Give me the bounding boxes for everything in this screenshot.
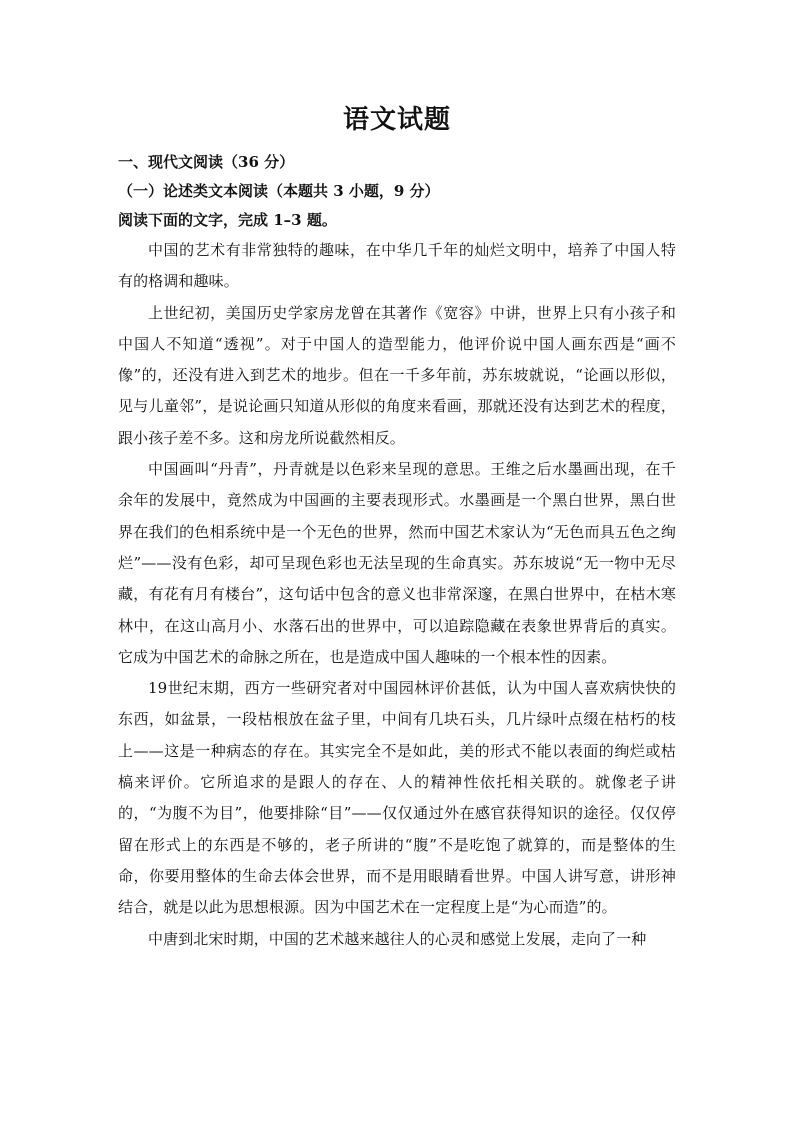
document-title: 语文试题 (342, 105, 451, 135)
passage-paragraph-1: 中国的艺术有非常独特的趣味，在中华几千年的灿烂文明中，培养了中国人特有的格调和趣味。 (118, 241, 676, 291)
section-heading: 一、现代文阅读（36 分） (118, 153, 295, 171)
subsection-heading: （一）论述类文本阅读（本题共 3 小题，9 分） (118, 182, 440, 200)
exam-page (118, 92, 676, 955)
reading-instruction: 阅读下面的文字，完成 1–3 题。 (118, 211, 337, 229)
passage-paragraph-3: 中国画叫“丹青”，丹青就是以色彩来呈现的意思。王维之后水墨画出现，在千余年的发展中，竟然成为中国画的主要表现形式。水墨画是一个黑白世界，黑白世界在我们的色相系统中是一个无色的世界，然而中国艺术家认为“无色而具五色之绚烂”——没有色彩，却可呈现色彩也无法呈现的生命真实。苏东坡说“无一物中无尽藏，有花有月有楼台”，这句话中包含的意义也非常深邃，在黑白世界中，在枯木寒林中，在这山高月小、水落石出的世界中，可以追踪隐藏在表象世界背后的真实。它成为中国艺术的命脉之所在，也是造成中国人趣味的一个根本性的因素。 (118, 460, 676, 666)
passage-paragraph-4: 19世纪末期，西方一些研究者对中国园林评价甚低，认为中国人喜欢病快快的东西，如盆景，一段枯根放在盆子里，中间有几块石头，几片绿叶点缀在枯朽的枝上——这是一种病态的存在。其实完全不是如此，美的形式不能以表面的绚烂或枯槁来评价。它所追求的是跟人的存在、人的精神性依托相关联的。就像老子讲的，“为腹不为目”，他要排除“目”——仅仅通过外在感官获得知识的途径。仅仅停留在形式上的东西是不够的，老子所讲的“腹”不是吃饱了就算的，而是整体的生命，你要用整体的生命去体会世界，而不是用眼睛看世界。中国人讲写意，讲形神结合，就是以此为思想根源。因为中国艺术在一定程度上是“为心而造”的。 (118, 679, 676, 917)
passage-paragraph-2: 上世纪初，美国历史学家房龙曾在其著作《宽容》中讲，世界上只有小孩子和中国人不知道“透视”。对于中国人的造型能力，他评价说中国人画东西是“画不像”的，还没有进入到艺术的地步。但在一千多年前，苏东坡就说，“论画以形似，见与儿童邻”，是说论画只知道从形似的角度来看画，那就还没有达到艺术的程度，跟小孩子差不多。这和房龙所说截然相反。 (118, 303, 676, 447)
passage-paragraph-5: 中唐到北宋时期，中国的艺术越来越往人的心灵和感觉上发展，走向了一种 (148, 929, 647, 948)
